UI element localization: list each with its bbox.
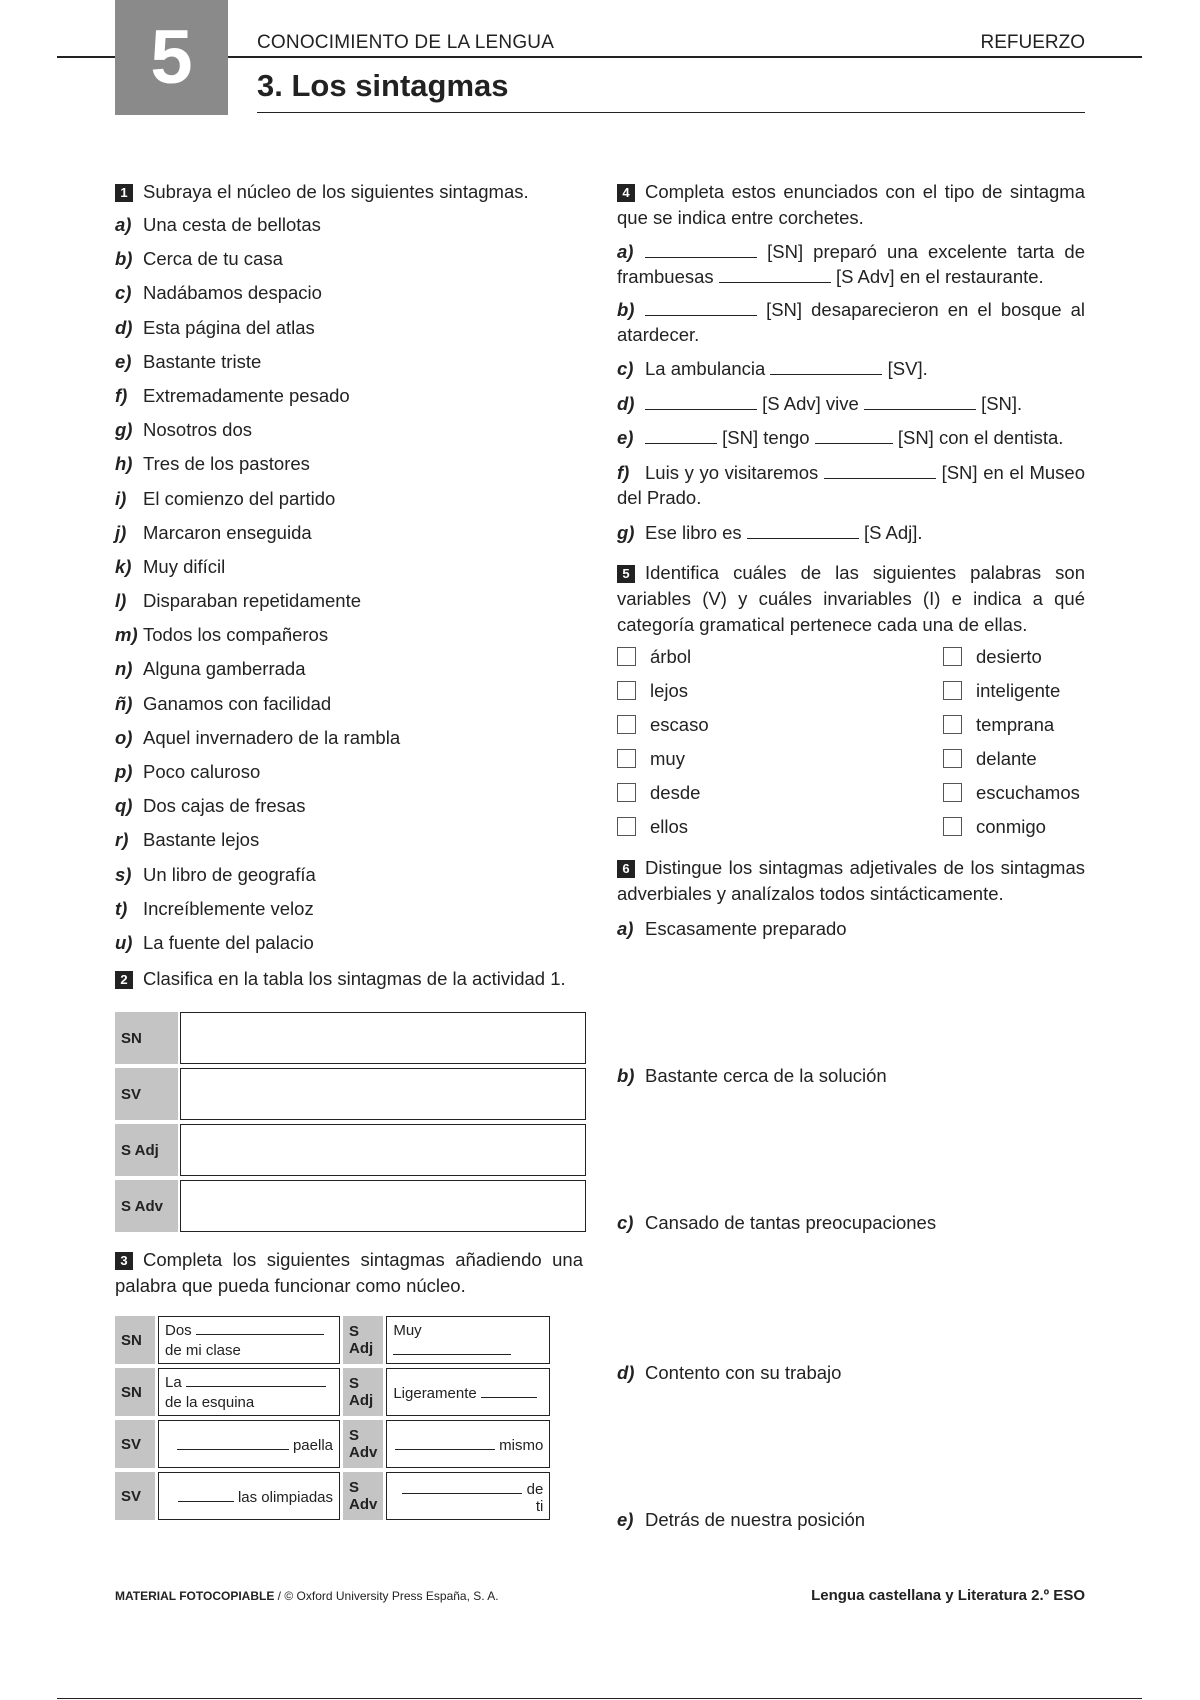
list-item: j) Marcaron enseguida — [115, 521, 312, 543]
checkbox[interactable] — [943, 715, 962, 734]
completion-table — [112, 1312, 553, 1524]
list-item: f) Extremadamente pesado — [115, 384, 350, 406]
table-row — [115, 1368, 550, 1416]
exercise-number-badge: 3 — [115, 1252, 133, 1270]
word-option: lejos — [617, 680, 917, 714]
answer-box[interactable] — [180, 1124, 586, 1176]
row-label: S Adv — [343, 1420, 383, 1468]
row-label: SN — [115, 1316, 155, 1364]
footer-rule — [57, 1698, 1142, 1699]
exercise-6-item: b) Bastante cerca de la solución — [617, 1065, 887, 1086]
table-row — [115, 1124, 586, 1176]
answer-box[interactable] — [180, 1180, 586, 1232]
row-label: SV — [115, 1068, 178, 1120]
answer-cell[interactable]: de ti — [386, 1472, 550, 1520]
list-item: p) Poco caluroso — [115, 761, 261, 782]
word-list-left — [617, 646, 917, 850]
exercise-6-item: d) Contento con su trabajo — [617, 1362, 842, 1383]
word-option: muy — [617, 748, 917, 782]
list-item: g) Nosotros dos — [115, 419, 252, 441]
checkbox[interactable] — [943, 783, 962, 802]
page-title: 3. Los sintagmas — [257, 68, 509, 103]
row-label: S Adj — [343, 1316, 383, 1364]
table-row — [115, 1472, 550, 1520]
exercise-6-item: a) Escasamente preparado — [617, 918, 847, 939]
list-item: r) Bastante lejos — [115, 829, 260, 851]
section-label: CONOCIMIENTO DE LA LENGUA — [257, 32, 555, 53]
exercise-4-instruction: 4 Completa estos enunciados con el tipo de sintagma que se indica entre corchetes. — [617, 181, 1085, 228]
exercise-3-instruction: 3 Completa los siguientes sintagmas añadiendo una palabra que pueda funcionar como núcleo. — [115, 1249, 583, 1296]
exercise-4-item-d: d) [S Adv] vive [SN]. — [617, 393, 1023, 414]
footer-book-title: Lengua castellana y Literatura 2.º ESO — [811, 1587, 1085, 1604]
checkbox[interactable] — [617, 715, 636, 734]
word-list-right — [943, 646, 1093, 850]
blank-line[interactable] — [864, 394, 976, 410]
list-item: u) La fuente del palacio — [115, 931, 314, 953]
exercise-4-item-b: b) [SN] desaparecieron en el bosque al atardecer. — [617, 299, 1086, 345]
exercise-number-badge: 6 — [617, 860, 635, 878]
exercise-1-instruction: 1 Subraya el núcleo de los siguientes sintagmas. — [115, 179, 585, 205]
word-option: escaso — [617, 714, 917, 748]
table-row — [115, 1012, 586, 1064]
level-label: REFUERZO — [980, 32, 1085, 53]
blank-line[interactable] — [178, 1486, 234, 1502]
blank-line[interactable] — [393, 1339, 511, 1355]
list-item: b) Cerca de tu casa — [115, 248, 283, 270]
exercise-4-item-f: f) Luis y yo visitaremos [SN] en el Museo del Prado. — [617, 462, 1086, 508]
word-option: desierto — [943, 646, 1093, 680]
title-rule — [257, 112, 1085, 113]
blank-line[interactable] — [645, 428, 717, 444]
list-item: l) Disparaban repetidamente — [115, 590, 362, 612]
blank-line[interactable] — [645, 394, 757, 410]
list-item: i) El comienzo del partido — [115, 487, 336, 509]
word-option: conmigo — [943, 816, 1093, 850]
answer-box[interactable] — [180, 1012, 586, 1064]
table-row — [115, 1068, 586, 1120]
table-row — [115, 1180, 586, 1232]
blank-line[interactable] — [196, 1319, 324, 1335]
footer-copyright: MATERIAL FOTOCOPIABLE / © Oxford University Press España, S. A. — [115, 1589, 499, 1603]
word-option: escuchamos — [943, 782, 1093, 816]
answer-cell[interactable]: paella — [158, 1420, 340, 1468]
blank-line[interactable] — [747, 523, 859, 539]
word-option: ellos — [617, 816, 917, 850]
exercise-4-item-a: a) [SN] preparó una excelente tarta de frambuesas [S Adv] en el restaurante. — [617, 241, 1086, 287]
blank-line[interactable] — [719, 267, 831, 283]
answer-cell[interactable]: Muy — [386, 1316, 550, 1364]
blank-line[interactable] — [186, 1371, 326, 1387]
answer-cell[interactable]: La de la esquina — [158, 1368, 340, 1416]
checkbox[interactable] — [617, 817, 636, 836]
list-item: t) Increíblemente veloz — [115, 897, 314, 919]
list-item: a) Una cesta de bellotas — [115, 214, 321, 235]
checkbox[interactable] — [617, 647, 636, 666]
exercise-4-item-c: c) La ambulancia [SV]. — [617, 358, 928, 379]
exercise-number-badge: 5 — [617, 565, 635, 583]
row-label: S Adv — [343, 1472, 383, 1520]
blank-line[interactable] — [815, 428, 893, 444]
row-label: SN — [115, 1368, 155, 1416]
blank-line[interactable] — [645, 242, 757, 258]
checkbox[interactable] — [617, 783, 636, 802]
checkbox[interactable] — [617, 681, 636, 700]
blank-line[interactable] — [645, 300, 757, 316]
table-row — [115, 1420, 550, 1468]
word-option: árbol — [617, 646, 917, 680]
list-item: d) Esta página del atlas — [115, 316, 315, 338]
row-label: SN — [115, 1012, 178, 1064]
table-row — [115, 1316, 550, 1364]
list-item: m) Todos los compañeros — [115, 624, 329, 646]
answer-cell[interactable]: Ligeramente — [386, 1368, 550, 1416]
exercise-4-item-e: e) [SN] tengo [SN] con el dentista. — [617, 427, 1064, 448]
word-option: delante — [943, 748, 1093, 782]
list-item: o) Aquel invernadero de la rambla — [115, 726, 401, 748]
exercise-6-instruction: 6 Distingue los sintagmas adjetivales de los sintagmas adverbiales y analízalos todos sintácticamente. — [617, 857, 1085, 904]
row-label: SV — [115, 1472, 155, 1520]
unit-number-badge: 5 — [115, 0, 228, 115]
checkbox[interactable] — [617, 749, 636, 768]
list-item: h) Tres de los pastores — [115, 453, 310, 475]
list-item: n) Alguna gamberrada — [115, 658, 306, 680]
blank-line[interactable] — [177, 1434, 289, 1450]
exercise-4-item-g: g) Ese libro es [S Adj]. — [617, 522, 923, 543]
answer-cell[interactable]: mismo — [386, 1420, 550, 1468]
list-item: e) Bastante triste — [115, 350, 262, 372]
row-label: S Adv — [115, 1180, 178, 1232]
word-option: desde — [617, 782, 917, 816]
answer-cell[interactable]: las olimpiadas — [158, 1472, 340, 1520]
row-label: S Adj — [115, 1124, 178, 1176]
exercise-1-list — [115, 213, 585, 965]
checkbox[interactable] — [943, 817, 962, 836]
list-item: k) Muy difícil — [115, 555, 226, 577]
blank-line[interactable] — [770, 359, 882, 375]
checkbox[interactable] — [943, 749, 962, 768]
exercise-5-instruction: 5 Identifica cuáles de las siguientes palabras son variables (V) y cuáles invariables (I) e indica a qué categoría gramatical pertenece cada una de ellas. — [617, 562, 1085, 635]
row-label: S Adj — [343, 1368, 383, 1416]
exercise-6-item: e) Detrás de nuestra posición — [617, 1509, 866, 1530]
list-item: ñ) Ganamos con facilidad — [115, 692, 332, 714]
exercise-6-item: c) Cansado de tantas preocupaciones — [617, 1212, 937, 1233]
answer-box[interactable] — [180, 1068, 586, 1120]
classification-table — [113, 1008, 588, 1236]
exercise-2-instruction: 2 Clasifica en la tabla los sintagmas de la actividad 1. — [115, 966, 595, 992]
word-option: inteligente — [943, 680, 1093, 714]
blank-line[interactable] — [395, 1434, 495, 1450]
checkbox[interactable] — [943, 681, 962, 700]
blank-line[interactable] — [481, 1382, 537, 1398]
exercise-number-badge: 4 — [617, 184, 635, 202]
exercise-number-badge: 2 — [115, 971, 133, 989]
blank-line[interactable] — [402, 1478, 522, 1494]
list-item: s) Un libro de geografía — [115, 863, 316, 885]
exercise-number-badge: 1 — [115, 184, 133, 202]
list-item: q) Dos cajas de fresas — [115, 795, 306, 817]
checkbox[interactable] — [943, 647, 962, 666]
list-item: c) Nadábamos despacio — [115, 282, 322, 304]
blank-line[interactable] — [824, 463, 936, 479]
answer-cell[interactable]: Dos de mi clase — [158, 1316, 340, 1364]
word-option: temprana — [943, 714, 1093, 748]
row-label: SV — [115, 1420, 155, 1468]
